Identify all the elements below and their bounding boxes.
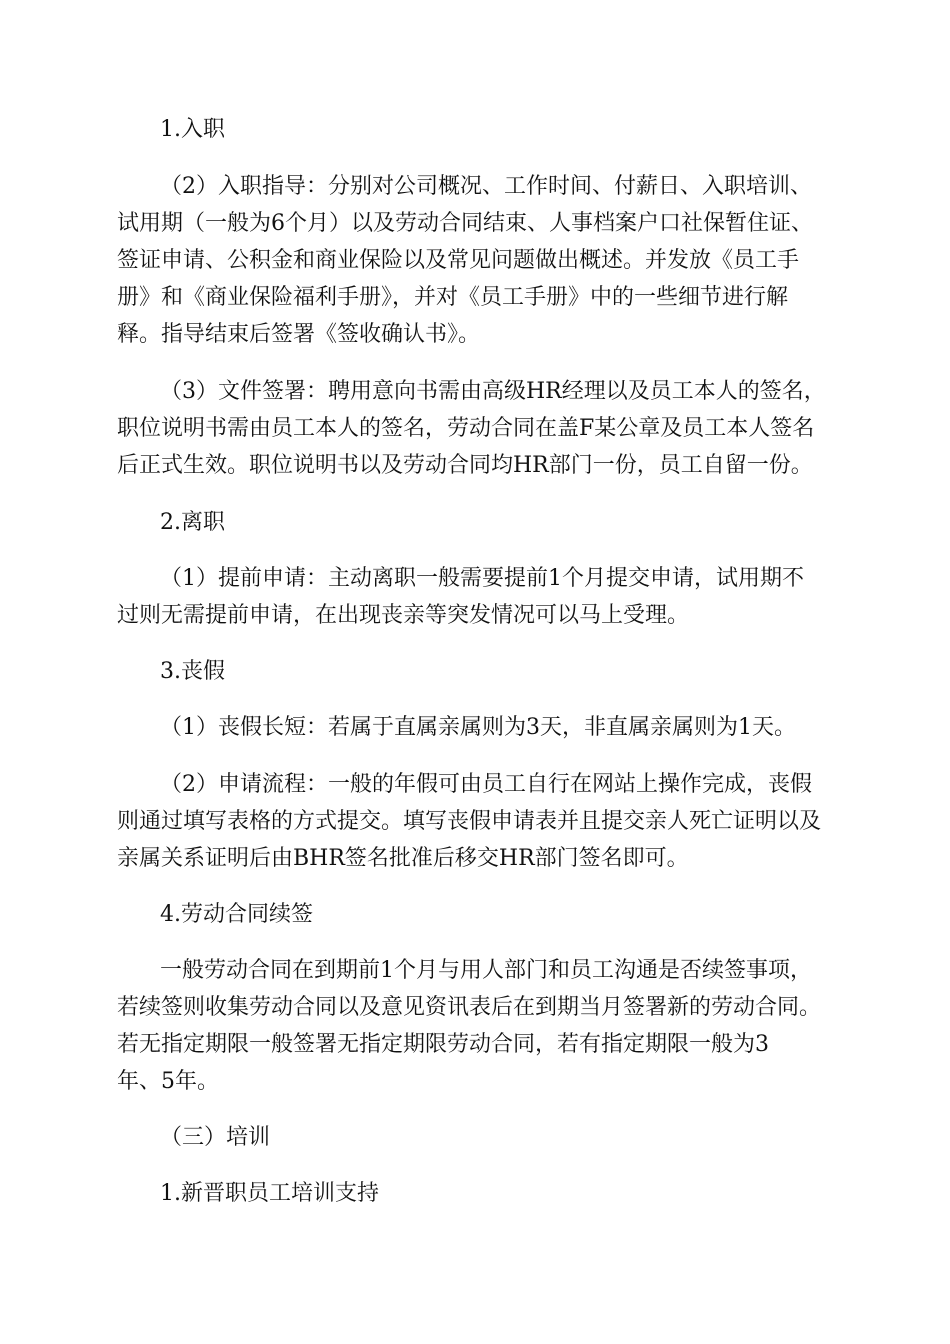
paragraph-line: 后正式生效。职位说明书以及劳动合同均HR部门一份，员工自留一份。 xyxy=(117,453,813,478)
paragraph-line: 册》和《商业保险福利手册》，并对《员工手册》中的一些细节进行解 xyxy=(117,285,789,310)
paragraph-line: 年、5年。 xyxy=(117,1069,219,1094)
paragraph-line: 亲属关系证明后由BHR签名批准后移交HR部门签名即可。 xyxy=(117,846,689,871)
paragraph-line: （3）文件签署：聘用意向书需由高级HR经理以及员工本人的签名， xyxy=(160,379,826,404)
paragraph-line: （1）提前申请：主动离职一般需要提前1个月提交申请，试用期不 xyxy=(160,566,804,591)
heading-onboarding: 1.入职 xyxy=(160,117,225,142)
heading-bereavement-leave: 3.丧假 xyxy=(160,659,225,684)
paragraph-line: 若无指定期限一般签署无指定期限劳动合同，若有指定期限一般为3 xyxy=(117,1032,769,1057)
paragraph-line: 一般劳动合同在到期前1个月与用人部门和员工沟通是否续签事项， xyxy=(160,958,812,983)
paragraph-line: 则通过填写表格的方式提交。填写丧假申请表并且提交亲人死亡证明以及 xyxy=(117,809,822,834)
paragraph-line: （2）申请流程：一般的年假可由员工自行在网站上操作完成，丧假 xyxy=(160,772,812,797)
paragraph-line: 若续签则收集劳动合同以及意见资讯表后在到期当月签署新的劳动合同。 xyxy=(117,995,822,1020)
heading-training: （三）培训 xyxy=(160,1125,271,1150)
paragraph-line: （1）丧假长短：若属于直属亲属则为3天，非直属亲属则为1天。 xyxy=(160,715,796,740)
paragraph-line: 释。指导结束后签署《签收确认书》。 xyxy=(117,322,481,347)
paragraph-line: 职位说明书需由员工本人的签名，劳动合同在盖F某公章及员工本人签名 xyxy=(117,416,815,441)
heading-resignation: 2.离职 xyxy=(160,510,225,535)
heading-new-employee-training: 1.新晋职员工培训支持 xyxy=(160,1181,379,1206)
heading-contract-renewal: 4.劳动合同续签 xyxy=(160,902,313,927)
paragraph-line: 过则无需提前申请，在出现丧亲等突发情况可以马上受理。 xyxy=(117,603,690,628)
paragraph-line: （2）入职指导：分别对公司概况、工作时间、付薪日、入职培训、 xyxy=(160,174,812,199)
paragraph-line: 签证申请、公积金和商业保险以及常见问题做出概述。并发放《员工手 xyxy=(117,248,800,273)
paragraph-line: 试用期（一般为6个月）以及劳动合同结束、人事档案户口社保暂住证、 xyxy=(117,211,813,236)
